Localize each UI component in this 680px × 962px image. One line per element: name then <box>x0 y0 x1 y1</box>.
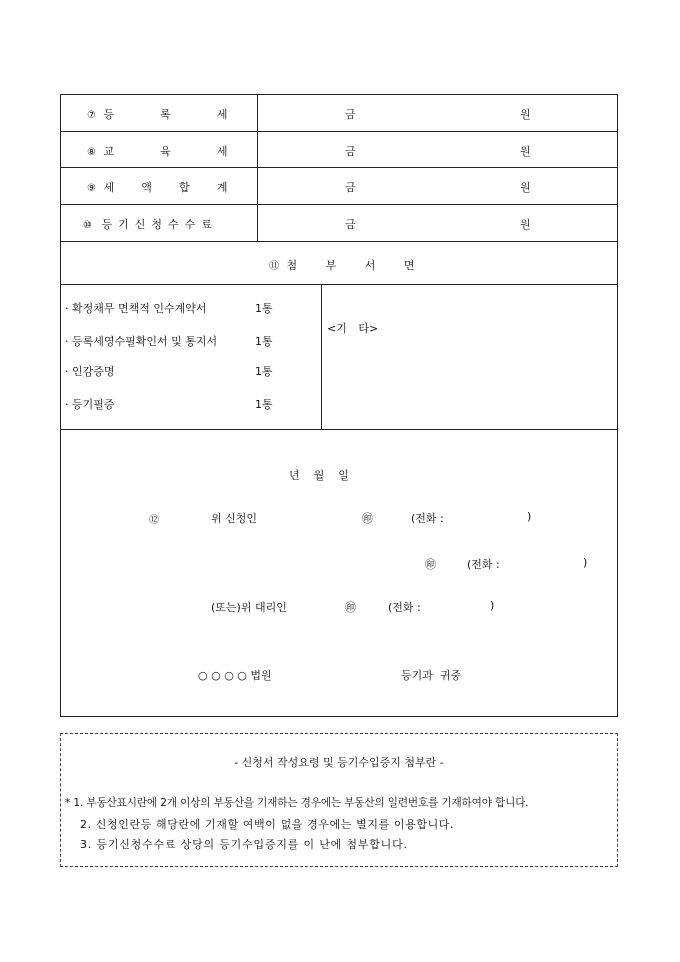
applicant-label: 위 신청인 <box>211 512 258 525</box>
column-divider <box>257 95 258 241</box>
attachment-item: · 확정채무 면책적 인수계약서 <box>65 302 207 315</box>
instruction-line: 3. 등기신청수수료 상당의 등기수입증지를 이 난에 첨부합니다. <box>80 838 408 851</box>
fee-row-registration-tax <box>87 106 227 122</box>
phone-label: (전화 : <box>388 601 421 614</box>
instruction-line: * 1. 부동산표시란에 2개 이상의 부동산을 기재하는 경우에는 부동산의 일련번호를 기재하여야 합니다. <box>65 797 529 809</box>
phone-label: (전화 : <box>467 558 500 571</box>
attachments-title <box>269 257 415 273</box>
fee-row-education-tax <box>87 143 227 159</box>
instructions-box <box>60 733 618 867</box>
row-divider <box>61 167 617 168</box>
column-divider <box>321 284 322 429</box>
phone-close: ) <box>583 556 588 569</box>
row-divider <box>61 429 617 430</box>
fee-label: 세 액 합 계 <box>103 181 228 194</box>
fee-number: ⑧ <box>87 147 96 158</box>
attachments-number: ⑪ <box>269 261 279 272</box>
seal-mark: ㊞ <box>425 558 436 571</box>
amount-suffix: 원 <box>520 218 531 231</box>
seal-mark: ㊞ <box>345 601 356 614</box>
phone-close: ) <box>490 599 495 612</box>
fee-label: 교 육 세 <box>103 145 228 158</box>
amount-prefix: 금 <box>345 181 356 194</box>
instruction-line: 2. 신청인란등 해당란에 기재할 여백이 없을 경우에는 별지를 이용합니다. <box>80 818 455 831</box>
application-form-table <box>60 94 618 717</box>
fee-number: ⑦ <box>87 110 96 121</box>
court-name: ○ ○ ○ ○ 법원 <box>198 669 272 682</box>
fee-label: 등 록 세 <box>103 108 228 121</box>
attachment-count: 1통 <box>255 365 273 378</box>
fee-number: ⑨ <box>87 183 96 194</box>
attachment-count: 1통 <box>255 398 273 411</box>
row-divider <box>61 131 617 132</box>
fee-label: 등기신청수수료 <box>101 218 218 231</box>
seal-mark: ㊞ <box>362 512 373 525</box>
applicant-number: ⑫ <box>149 515 159 526</box>
amount-suffix: 원 <box>520 145 531 158</box>
fee-row-application-fee <box>83 216 218 232</box>
attachment-count: 1통 <box>255 302 273 315</box>
amount-suffix: 원 <box>520 181 531 194</box>
attachment-count: 1통 <box>255 335 273 348</box>
row-divider <box>61 284 617 285</box>
amount-prefix: 금 <box>345 145 356 158</box>
fee-row-tax-total <box>87 179 227 195</box>
phone-label: (전화 : <box>411 512 444 525</box>
attachment-item: · 인감증명 <box>65 365 115 378</box>
registry-office: 등기과 귀중 <box>401 669 462 682</box>
attachments-title-text: 첨 부 서 면 <box>286 259 415 272</box>
attachment-item: · 등기필증 <box>65 398 115 411</box>
row-divider <box>61 241 617 242</box>
application-date: 년 월 일 <box>289 469 349 482</box>
amount-suffix: 원 <box>520 108 531 121</box>
attachment-item: · 등록세영수필확인서 및 통지서 <box>65 335 218 348</box>
other-attachments-label: <기 타> <box>327 322 379 335</box>
amount-prefix: 금 <box>345 218 356 231</box>
amount-prefix: 금 <box>345 108 356 121</box>
phone-close: ) <box>527 510 532 523</box>
instructions-title: - 신청서 작성요령 및 등기수입증지 첨부란 - <box>234 756 444 769</box>
row-divider <box>61 204 617 205</box>
agent-label: (또는)위 대리인 <box>211 601 287 614</box>
fee-number: ⑩ <box>83 220 92 231</box>
